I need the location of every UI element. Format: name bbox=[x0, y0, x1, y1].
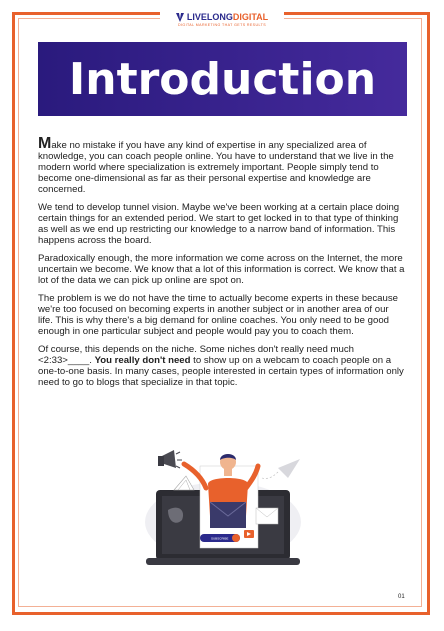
paragraph-5-start: Of course, this depends on the niche. Some niches don't really need much <2:33>____. bbox=[38, 344, 354, 366]
paragraph-3: Paradoxically enough, the more information we come across on the Internet, the more uncertain we become. We know that a lot of this information is correct. We know that a lot of the data we can pick up online are spot on. bbox=[38, 253, 405, 286]
brand-logo bbox=[160, 10, 284, 36]
drop-cap: M bbox=[38, 135, 52, 152]
paragraph-1 bbox=[38, 135, 406, 195]
paragraph-2: We tend to develop tunnel vision. Maybe we've been working at a certain place doing certain things for an extended period. We start to get locked in to that type of thinking as well as we end up restricting our knowledge to a narrow band of information. This happens across the board. bbox=[38, 202, 400, 246]
body-text bbox=[38, 135, 406, 395]
page-number: 01 bbox=[398, 594, 405, 600]
brand-tagline: DIGITAL MARKETING THAT GETS RESULTS bbox=[177, 23, 266, 27]
paragraph-5-end: to show up on a webcam to coach people on a one-to-one basis. In many cases, people interested in certain types of information only need to go to blogs that specialize in that topic. bbox=[38, 355, 404, 388]
paragraph-5-bold: You really don't need bbox=[94, 355, 191, 366]
paragraph-5 bbox=[38, 344, 406, 388]
coaching-illustration bbox=[138, 450, 308, 572]
title-banner bbox=[38, 42, 407, 116]
brand-name-part2: DIGITAL bbox=[232, 12, 269, 22]
paragraph-1-text: ake no mistake if you have any kind of expertise in any specialized area of knowledge, you can coach people online. You have to understand that we live in the modern world where specialization is extremely important. People simply tend to become one-dimensional as far as their personal expertise and knowledge are concerned. bbox=[38, 140, 394, 195]
brand-mark-icon bbox=[176, 13, 184, 22]
subscribe-button-label: SUBSCRIBE bbox=[211, 536, 229, 541]
brand-name-part1: LIVELONG bbox=[186, 12, 233, 22]
paragraph-4: The problem is we do not have the time to actually become experts in these because we're too focused on becoming experts in another subject or in another area of our life. This is why there's a big demand for online coaches. You only need to be good enough in one particular subject and people would pay you to coach them. bbox=[38, 293, 398, 337]
page-title: Introduction bbox=[68, 53, 377, 105]
